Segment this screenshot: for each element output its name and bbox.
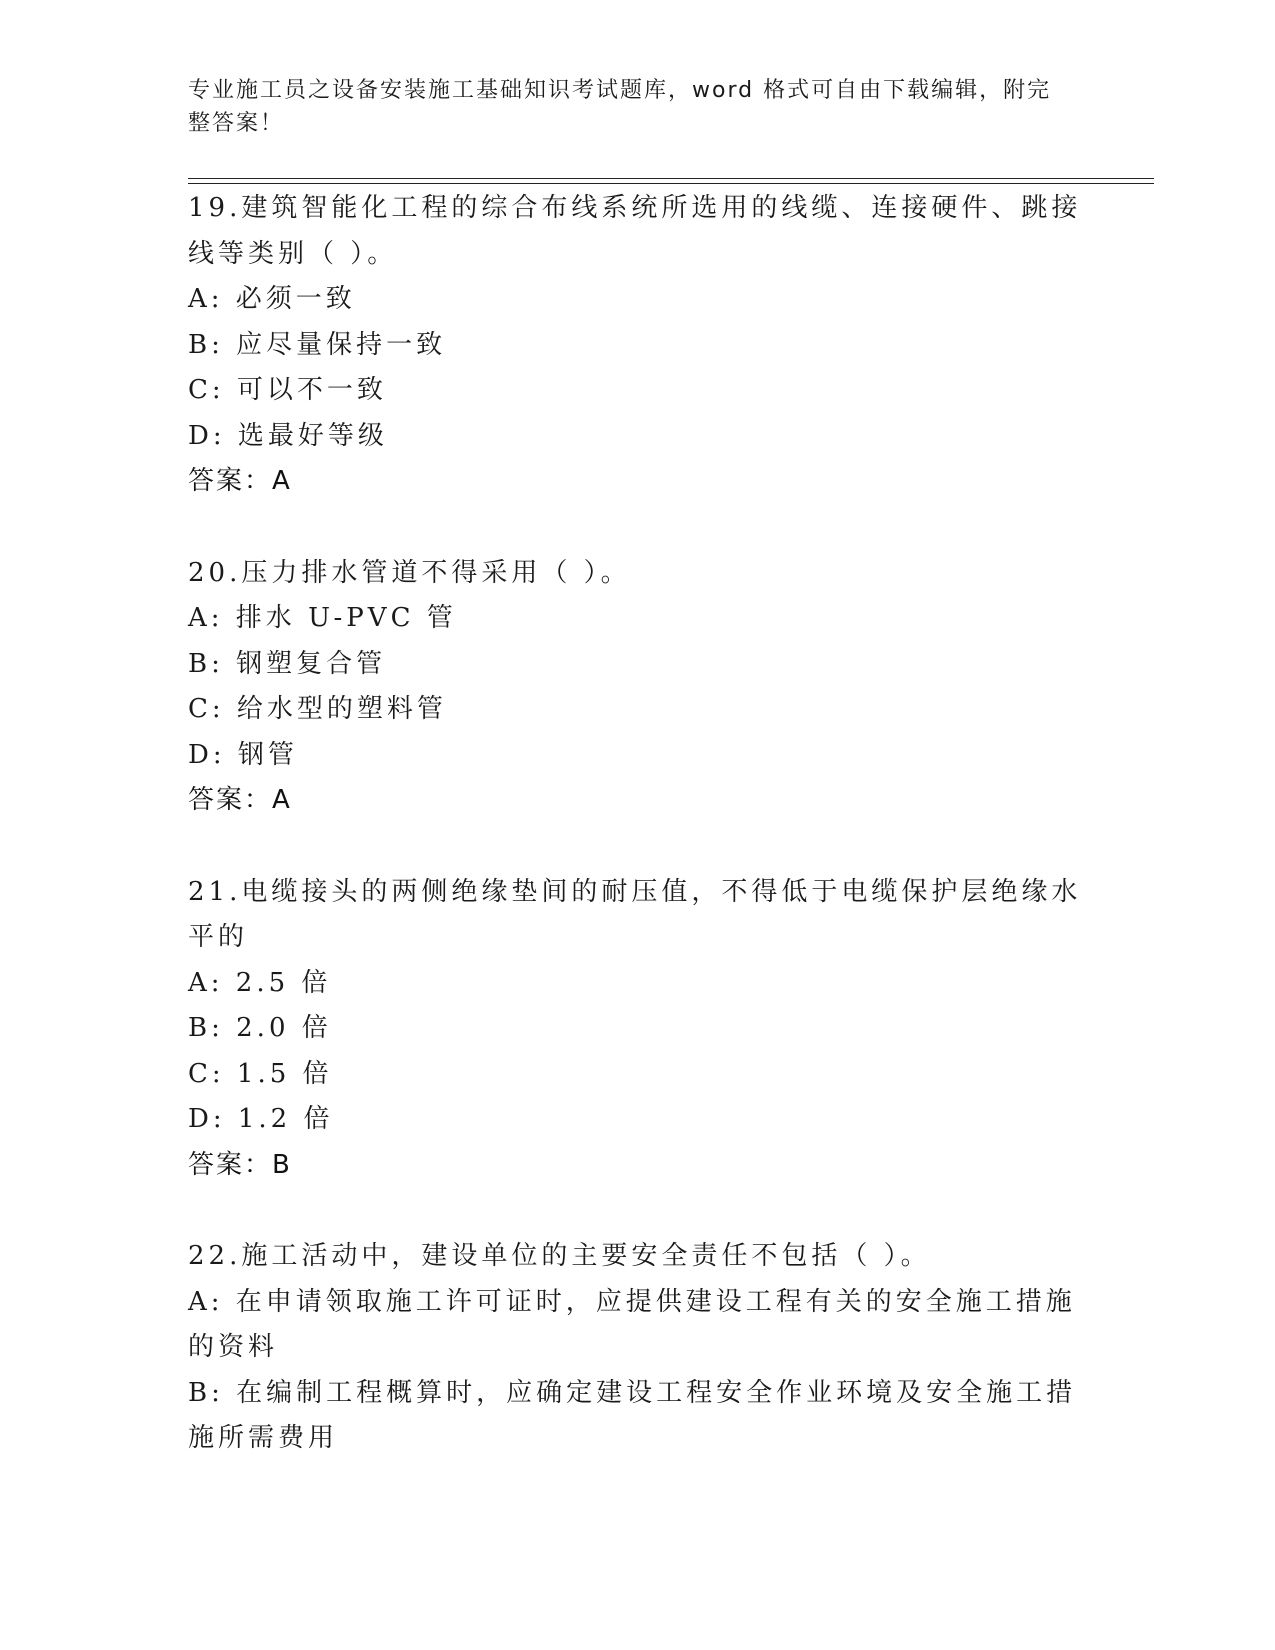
document-header: 专业施工员之设备安装施工基础知识考试题库，word 格式可自由下载编辑，附完整答案！: [188, 78, 1052, 136]
question-20: [188, 551, 1088, 824]
option-d: D: 1.2 倍: [188, 1104, 334, 1134]
option-a: A: 在申请领取施工许可证时，应提供建设工程有关的安全施工措施的资料: [188, 1286, 1076, 1362]
question-22: [188, 1234, 1088, 1462]
header-divider-top: [188, 178, 1154, 179]
question-stem: 21.电缆接头的两侧绝缘垫间的耐压值，不得低于电缆保护层绝缘水平的: [188, 876, 1082, 952]
header-divider-bottom: [188, 183, 1154, 184]
option-b: B: 2.0 倍: [188, 1013, 332, 1043]
question-stem: 19.建筑智能化工程的综合布线系统所选用的线缆、连接硬件、跳接线等类别（ ）。: [188, 193, 1082, 269]
option-a: A: 必须一致: [188, 284, 356, 314]
question-19: [188, 186, 1088, 505]
question-stem: 22.施工活动中，建设单位的主要安全责任不包括（ ）。: [188, 1241, 931, 1271]
question-list: [188, 186, 1088, 1508]
option-b: B: 钢塑复合管: [188, 648, 387, 679]
option-b: B: 在编制工程概算时，应确定建设工程安全作业环境及安全施工措施所需费用: [188, 1377, 1077, 1453]
option-d: D: 选最好等级: [188, 420, 388, 451]
answer-line: 答案：A: [188, 785, 292, 815]
option-a: A: 2.5 倍: [188, 967, 332, 998]
option-b: B: 应尽量保持一致: [188, 329, 447, 360]
option-c: C: 1.5 倍: [188, 1058, 333, 1089]
option-c: C: 可以不一致: [188, 375, 387, 405]
question-21: [188, 870, 1088, 1189]
answer-line: 答案：B: [188, 1149, 292, 1180]
answer-line: 答案：A: [188, 466, 292, 496]
option-a: A: 排水 U-PVC 管: [188, 603, 457, 633]
option-c: C: 给水型的塑料管: [188, 694, 447, 724]
question-stem: 20.压力排水管道不得采用（ ）。: [188, 557, 631, 588]
option-d: D: 钢管: [188, 739, 298, 770]
